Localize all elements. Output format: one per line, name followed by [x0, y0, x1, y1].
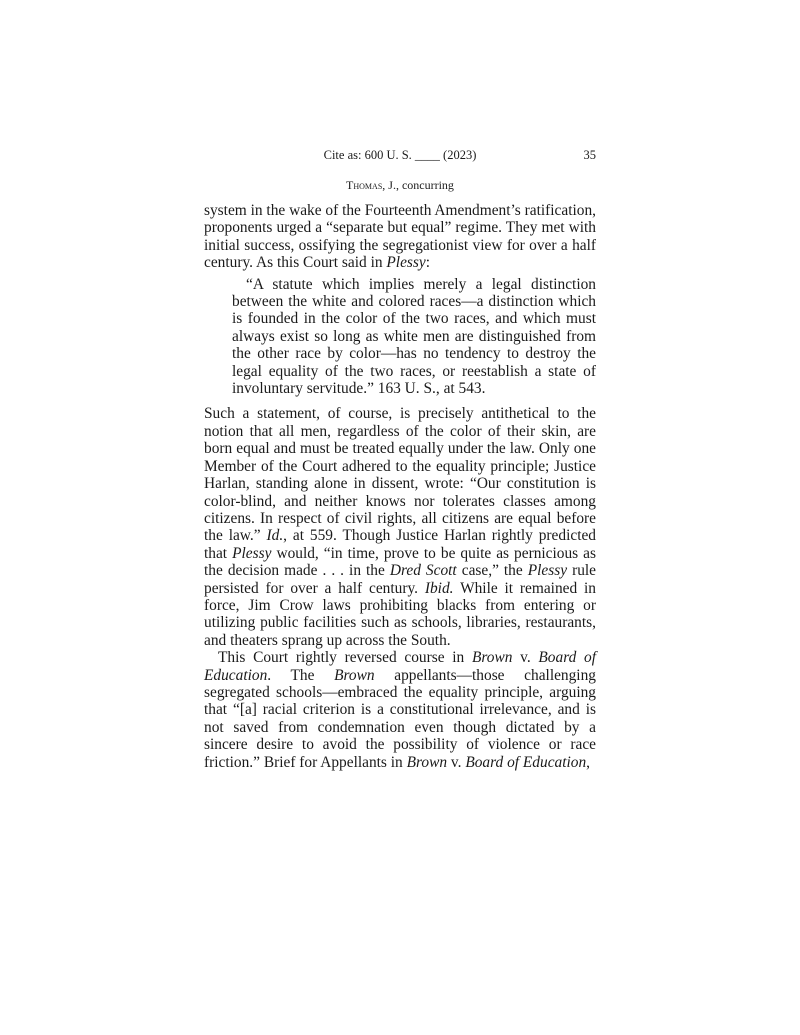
citation: Cite as: 600 U. S. ____ (2023) [323, 148, 477, 162]
case-name-dred-scott: Dred Scott [389, 562, 457, 580]
case-name-plessy: Plessy [386, 254, 426, 272]
paragraph-2-text: would, “in time, prove to be quite as pernicious as the decision made . . . in the [204, 544, 596, 580]
versus: v. [447, 753, 466, 771]
ibid-citation: Ibid. [424, 579, 454, 597]
paragraph-3-text: . The [267, 666, 335, 684]
paragraph-3-text: appellants—those challenging segregated schools—embraced the equality principle, arguing that “[a] racial criterion is a constitutional irrelevance, and is not saved from condemnation even though dictated by a sincere desire to avoid the possibility of violence or race friction.” Brief for Appellants in [204, 666, 596, 771]
opinion-body [204, 202, 596, 771]
paragraph-2-text: case,” the [456, 562, 528, 580]
case-name-plessy: Plessy [232, 544, 272, 562]
paragraph-2-text: , at 559. Though Justice Harlan rightly predicted that [204, 527, 596, 562]
paragraph-3 [204, 649, 596, 771]
opinion-author-line [204, 178, 596, 193]
opinion-type: , J., concurring [382, 178, 454, 192]
paragraph-1-text: system in the wake of the Fourteenth Amendment’s ratification, proponents urged a “separate but equal” regime. They met with initial success, ossifying the segregationist view for over a half century. As this Court said in [204, 202, 596, 272]
paragraph-2-text: While it remained in force, Jim Crow laws prohibiting blacks from entering or utilizing public facilities such as schools, libraries, restaurants, and theaters sprang up across the South. [204, 579, 597, 649]
case-name-plessy: Plessy [527, 562, 568, 580]
paragraph-2-text: Such a statement, of course, is precisely antithetical to the notion that all men, regardless of the color of their skin, are born equal and must be treated equally under the law. Only one Member of the Court adhered to the equality principle; Justice Harlan, standing alone in dissent, wrote: “Our constitution is color-blind, and neither knows nor tolerates classes among citizens. In respect of civil rights, all citizens are equal before the law.” [204, 405, 596, 545]
paragraph-3-text: This Court rightly reversed course in [218, 649, 472, 667]
versus: v. [512, 649, 539, 667]
paragraph-1-colon: : [425, 254, 431, 272]
id-citation: Id. [266, 527, 284, 545]
case-name-board-of-education: Board of Education [465, 753, 587, 771]
paragraph-3-text: , [586, 753, 591, 771]
case-name-brown: Brown [334, 666, 375, 684]
justice-name: Thomas [346, 178, 383, 192]
paragraph-2-text: rule persisted for over a half century. [204, 562, 597, 597]
case-name-brown: Brown [406, 753, 448, 771]
page-number: 35 [583, 148, 596, 162]
case-name-brown: Brown [471, 649, 513, 667]
paragraph-2 [204, 405, 596, 649]
case-name-board-of-education: Board of Education [204, 649, 596, 684]
paragraph-1 [204, 202, 596, 272]
block-quote: “A statute which implies merely a legal distinction between the white and colored races—a distinction which is founded in the color of the two races, and which must always exist so long as white men are distinguished from the other race by color—has no tendency to destroy the legal equality of the two races, or reestablish a state of involuntary servitude.” 163 U. S., at 543. [232, 275, 596, 398]
page-header [204, 148, 596, 168]
